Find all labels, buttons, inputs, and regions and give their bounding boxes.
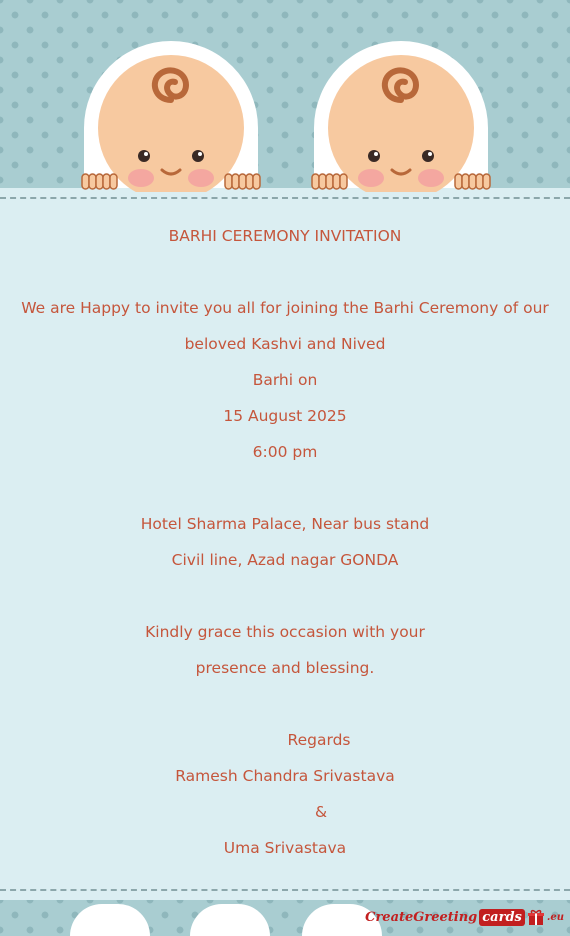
event-date: 15 August 2025 bbox=[223, 407, 347, 425]
brand-text-part-2: cards bbox=[479, 909, 525, 926]
host-1: Ramesh Chandra Srivastava bbox=[175, 767, 395, 785]
baby-face-icon bbox=[312, 41, 490, 192]
venue-line-2: Civil line, Azad nagar GONDA bbox=[171, 551, 399, 569]
invitation-title: BARHI CEREMONY INVITATION bbox=[168, 227, 402, 245]
closing-line-1: Kindly grace this occasion with your bbox=[145, 623, 425, 641]
ampersand: & bbox=[314, 803, 328, 821]
event-time: 6:00 pm bbox=[252, 443, 318, 461]
brand-text-part-3: .eu bbox=[546, 911, 564, 923]
brand-logo-link[interactable] bbox=[365, 902, 564, 932]
host-2: Uma Srivastava bbox=[223, 839, 347, 857]
baby-face-icon bbox=[82, 41, 260, 192]
brand-text-part-1: CreateGreeting bbox=[365, 909, 478, 925]
invitation-text bbox=[0, 210, 570, 866]
top-stitch-divider bbox=[0, 197, 570, 199]
event-label: Barhi on bbox=[252, 371, 318, 389]
baby-illustration bbox=[0, 0, 570, 192]
intro-line-2: beloved Kashvi and Nived bbox=[184, 335, 386, 353]
venue-line-1: Hotel Sharma Palace, Near bus stand bbox=[140, 515, 430, 533]
gift-icon bbox=[527, 908, 545, 926]
closing-line-2: presence and blessing. bbox=[195, 659, 375, 677]
bottom-stitch-divider bbox=[0, 889, 570, 891]
regards: Regards bbox=[287, 731, 351, 749]
intro-line-1: We are Happy to invite you all for joining the Barhi Ceremony of our bbox=[21, 299, 549, 317]
